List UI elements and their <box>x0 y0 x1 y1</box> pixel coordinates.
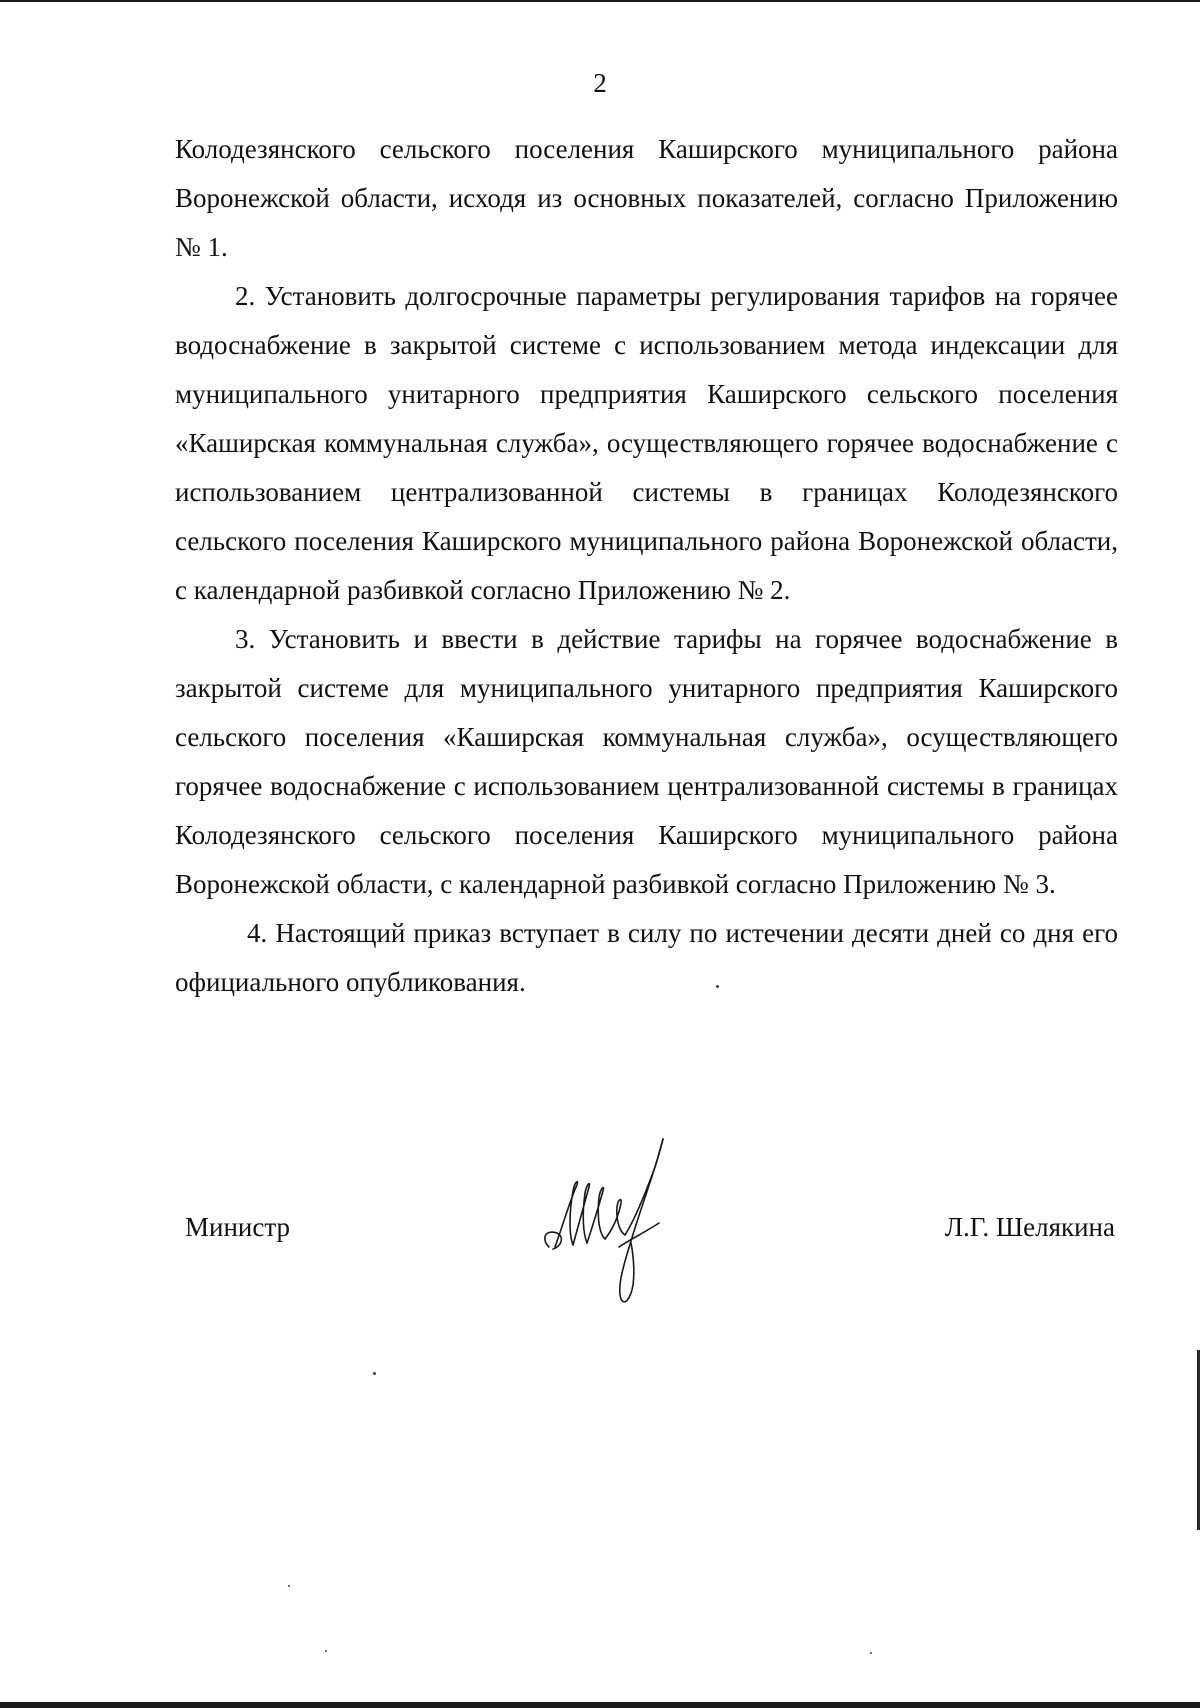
paragraph-item-2: 2. Установить долгосрочные параметры регулирования тарифов на горячее водоснабжение в закрытой системе с использованием метода индексации для муниципального унитарного предприятия Каширского сельского поселения «Каширская коммунальная служба», осуществляющего горячее водоснабжение с использованием централизованной системы в границах Колодезянского сельского поселения Каширского муниципального района Воронежской области, с календарной разбивкой согласно Приложению № 2. <box>175 281 1118 605</box>
paragraph-item-4: 4. Настоящий приказ вступает в силу по истечении десяти дней со дня его официального опубликования. <box>175 918 1118 997</box>
scan-speck <box>870 1652 872 1654</box>
signatory-title: Министр <box>185 1212 290 1242</box>
document-body <box>175 125 1118 1007</box>
scan-edge-bottom <box>0 1702 1200 1708</box>
scan-edge-top <box>0 0 1200 2</box>
handwritten-signature <box>535 1135 695 1310</box>
paragraph-item-3: 3. Установить и ввести в действие тарифы на горячее водоснабжение в закрытой системе для муниципального унитарного предприятия Каширского сельского поселения «Каширская коммунальная служба», осуществляющего горячее водоснабжение с использованием централизованной системы в границах Колодезянского сельского поселения Каширского муниципального района Воронежской области, с календарной разбивкой согласно Приложению № 3. <box>175 624 1118 899</box>
paragraph-continuation: Колодезянского сельского поселения Каширского муниципального района Воронежской области, исходя из основных показателей, согласно Приложению № 1. <box>175 134 1118 262</box>
scan-speck <box>325 1650 327 1652</box>
scan-speck <box>373 1372 376 1375</box>
scan-speck <box>716 985 719 988</box>
scan-speck <box>288 1585 290 1587</box>
signature-block <box>185 1200 1115 1330</box>
signatory-name: Л.Г. Шелякина <box>944 1212 1115 1242</box>
page-number: 2 <box>593 68 607 98</box>
